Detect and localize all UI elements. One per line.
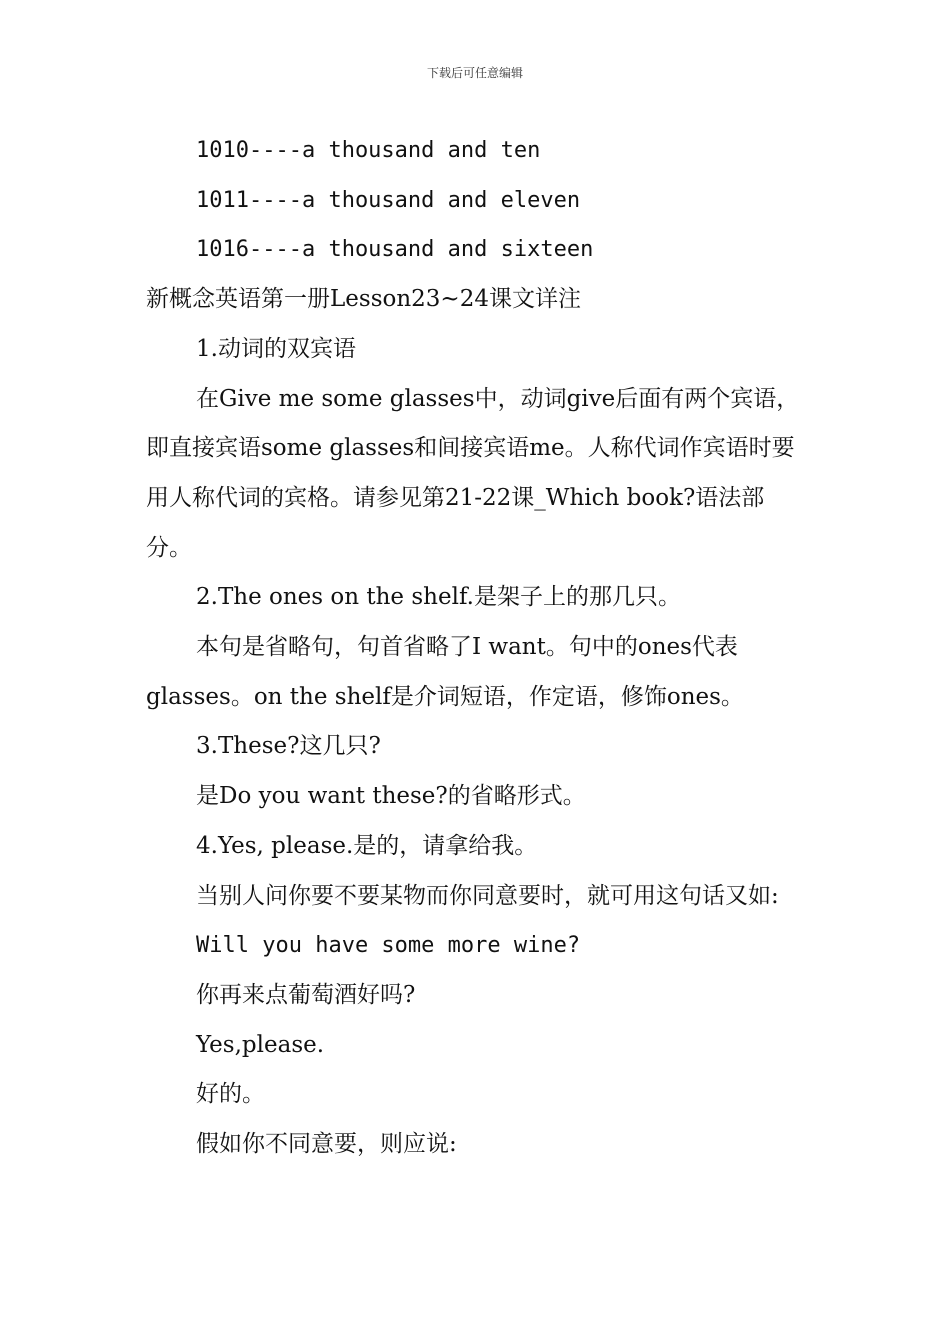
- lesson-title: 新概念英语第一册Lesson23~24课文详注: [146, 286, 581, 313]
- section-3-heading: 3.These?这几只?: [196, 733, 381, 760]
- section-1-heading: 1.动词的双宾语: [196, 335, 356, 362]
- section-4-heading: 4.Yes, please.是的，请拿给我。: [196, 832, 538, 859]
- section-2-heading: 2.The ones on the shelf.是架子上的那几只。: [196, 584, 681, 611]
- page-header: 下载后可任意编辑: [426, 66, 523, 80]
- section-2-body: 本句是省略句，句首省略了I want。句中的ones代表glasses。on the shelf是介词短语，作定语，修饰ones。: [146, 634, 744, 710]
- number-example-1010: 1010----a thousand and ten: [196, 138, 541, 163]
- section-3-body: 是Do you want these?的省略形式。: [196, 783, 586, 810]
- example-reply-english: Yes,please.: [196, 1031, 325, 1058]
- section-1-body: 在Give me some glasses中，动词give后面有两个宾语，即直接宾语some glasses和间接宾语me。人称代词作宾语时要用人称代词的宾格。请参见第21-22课_Which book?语法部分。: [146, 385, 800, 561]
- example-reply-chinese: 好的。: [196, 1081, 265, 1108]
- refusal-intro: 假如你不同意要，则应说:: [196, 1131, 457, 1158]
- example-sentence-english: Will you have some more wine?: [196, 933, 581, 959]
- number-example-1011: 1011----a thousand and eleven: [196, 187, 581, 213]
- document-body: [146, 126, 810, 1170]
- number-example-1016: 1016----a thousand and sixteen: [196, 237, 594, 263]
- example-sentence-chinese: 你再来点葡萄酒好吗?: [196, 981, 416, 1008]
- section-4-body: 当别人问你要不要某物而你同意要时，就可用这句话又如:: [196, 882, 779, 909]
